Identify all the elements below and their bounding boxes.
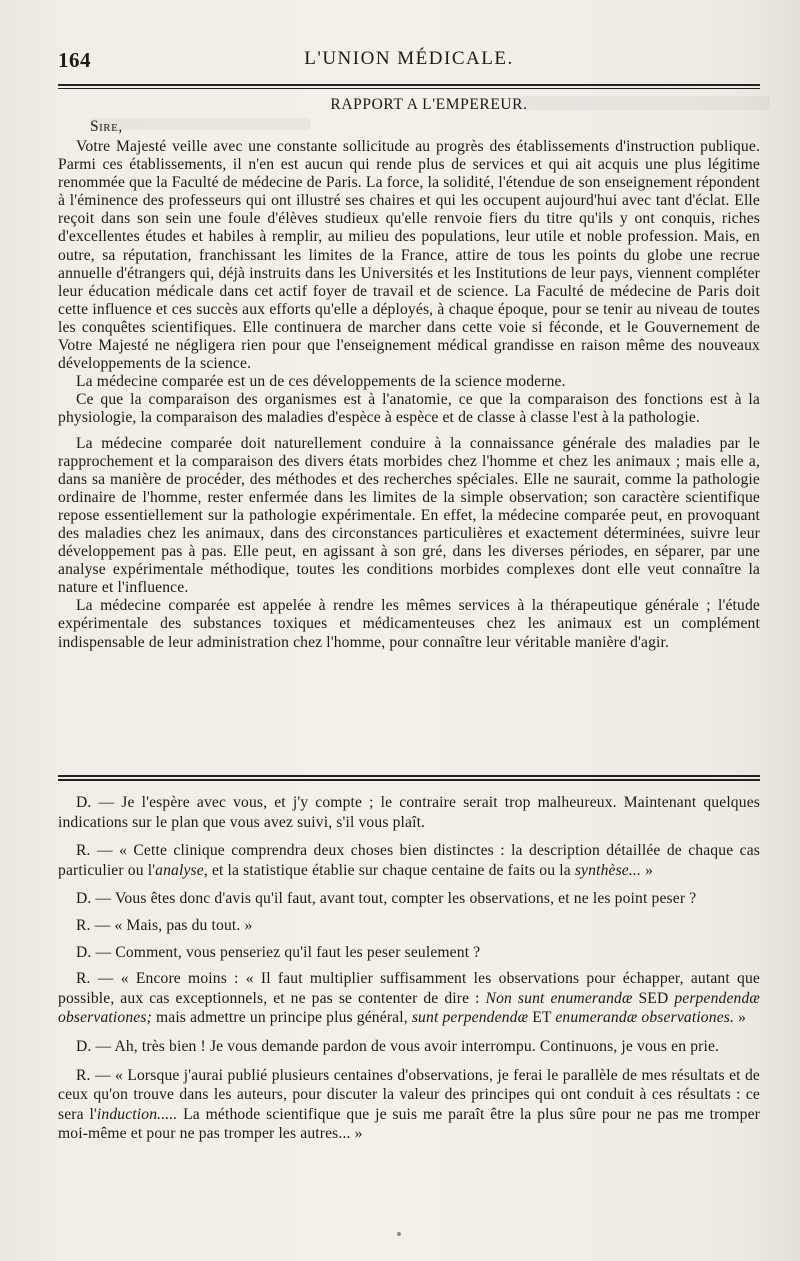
italic-run: Non sunt enumerandæ xyxy=(485,989,633,1007)
text-run: , et la statistique établie sur chaque centaine de faits ou la xyxy=(203,861,575,879)
dialogue-paragraph: D. — Comment, vous penseriez qu'il faut les peser seulement ? xyxy=(76,943,481,961)
text-run: La méthode scientifique que je suis me paraît être la plus sûre pour ne pas me tromper moi-même et pour ne pas tromper les autres... » xyxy=(58,1105,760,1143)
section-title: RAPPORT A L'EMPEREUR. xyxy=(330,96,528,113)
paragraph: Ce que la comparaison des organismes est à l'anatomie, ce que la comparaison des fonctions est à la physiologie, la comparaison des maladies d'espèce à espèce et de classe à classe l'est à la pathologie. xyxy=(58,391,760,427)
paragraph: Votre Majesté veille avec une constante sollicitude au progrès des établissements d'instruction publique. Parmi ces établissements, il n'en est aucun qui rende plus de services et qui ait acquis une plus légitime renommée que la Faculté de médecine de Paris. La force, la solidité, l'étendue de son enseignement répondent à l'éminence des professeurs qui ont illustré ses chaires et qui les occupent aujourd'hui avec tant d'éclat. Elle reçoit dans son sein une foule d'élèves studieux qu'elle renvoie fiers du titre qu'ils y ont conquis, riches d'excellentes études et habiles à remplir, au milieu des populations, leur utile et noble profession. Mais, en outre, sa réputation, franchissant les limites de la France, attire de tous les points du globe une recrue annuelle d'étrangers qui, déjà instruits dans les Universités et les Institutions de leur pays, viennent compléter leur éducation médicale dans cet actif foyer de travail et de science. La Faculté de médecine de Paris doit cette influence et ces succès aux efforts qu'elle a déployés, à chaque époque, pour se tenir au niveau de toutes les conquêtes scientifiques. Elle continuera de marcher dans cette voie si féconde, et le Gouvernement de Votre Majesté ne négligera rien pour que l'enseignement médical grandisse en raison même des nouveaux développements de la science. xyxy=(58,138,760,373)
italic-run: enumerandæ observationes. xyxy=(555,1009,735,1027)
paragraph: La médecine comparée doit naturellement conduire à la connaissance générale des maladies par le rapprochement et la comparaison des divers états morbides chez l'homme et chez les animaux ; mais elle a, dans sa manière de procéder, des méthodes et des recherches spéciales. Elle ne saurait, comme la pathologie ordinaire de l'homme, rester enfermée dans les limites de la simple observation; son caractère scientifique repose essentiellement sur la pathologie expérimentale. En effet, la médecine comparée peut, en provoquant des maladies chez les animaux, dans des circonstances particulières et exactement déterminées, suivre leur développement pas à pas. Elle peut, en agissant à son gré, dans les diverses périodes, en séparer, par une analyse expérimentale méthodique, toutes les conditions morbides complexes dont elle veut connaître la nature et l'influence. xyxy=(58,434,760,597)
italic-run: induction..... xyxy=(96,1105,178,1123)
report-section xyxy=(58,96,760,652)
small-caps-run: SED xyxy=(632,989,675,1007)
paragraph: La médecine comparée est appelée à rendre les mêmes services à la thérapeutique générale ; l'étude expérimentale des substances toxiques et médicamenteuses chez les animaux est un complément indispensable de leur administration chez l'homme, pour connaître leur véritable manière d'agir. xyxy=(58,597,760,651)
dialogue-paragraph: D. — Ah, très bien ! Je vous demande pardon de vous avoir interrompu. Continuons, je vous en prie. xyxy=(76,1037,720,1055)
text-run: R. — « Encore moins : « Il faut multiplier suffisamment les observations pour échapper, autant que possible, aux cas exceptionnels, et ne pas se contenter de dire : xyxy=(58,970,760,1007)
salutation: Sire, xyxy=(90,118,123,135)
italic-run: synthèse... xyxy=(574,861,642,879)
dialogue-paragraph xyxy=(58,1066,760,1144)
text-run: mais admettre un principe plus général, xyxy=(151,1009,412,1027)
italic-run: analyse xyxy=(155,861,204,879)
header-rule xyxy=(58,84,760,89)
italic-run: perpendendæ observationes; xyxy=(58,989,760,1027)
section-separator xyxy=(58,775,760,781)
small-caps-run: ET xyxy=(528,1009,556,1027)
text-run: » xyxy=(641,861,654,879)
text-run: R. — « Lorsque j'aurai publié plusieurs centaines d'observations, je ferai le parallèle de mes résultats et de ceux qu'on trouve dans les auteurs, pour discuter la valeur des principes qui ont conduit à ces résultats : ce sera l' xyxy=(58,1066,760,1123)
italic-run: sunt perpendendæ xyxy=(411,1009,529,1027)
paragraph: La médecine comparée est un de ces développements de la science moderne. xyxy=(76,373,566,391)
page-number: 164 xyxy=(58,48,91,72)
running-title: L'UNION MÉDICALE. xyxy=(304,48,514,69)
text-run: R. — « Cette clinique comprendra deux choses bien distinctes : la description détaillée de chaque cas particulier ou l' xyxy=(58,842,760,879)
dialogue-paragraph: D. — Je l'espère avec vous, et j'y compte ; le contraire serait trop malheureux. Maintenant quelques indications sur le plan que vous avez suivi, s'il vous plaît. xyxy=(58,794,760,831)
page-dot xyxy=(397,1232,401,1236)
dialogue-paragraph: D. — Vous êtes donc d'avis qu'il faut, avant tout, compter les observations, et ne les point peser ? xyxy=(76,890,697,908)
dialogue-paragraph: R. — « Mais, pas du tout. » xyxy=(76,916,253,934)
dialogue-paragraph xyxy=(58,841,760,880)
dialogue-section xyxy=(58,793,760,1153)
text-run: » xyxy=(734,1009,747,1027)
dialogue-paragraph xyxy=(58,969,760,1028)
page-header xyxy=(58,48,760,78)
